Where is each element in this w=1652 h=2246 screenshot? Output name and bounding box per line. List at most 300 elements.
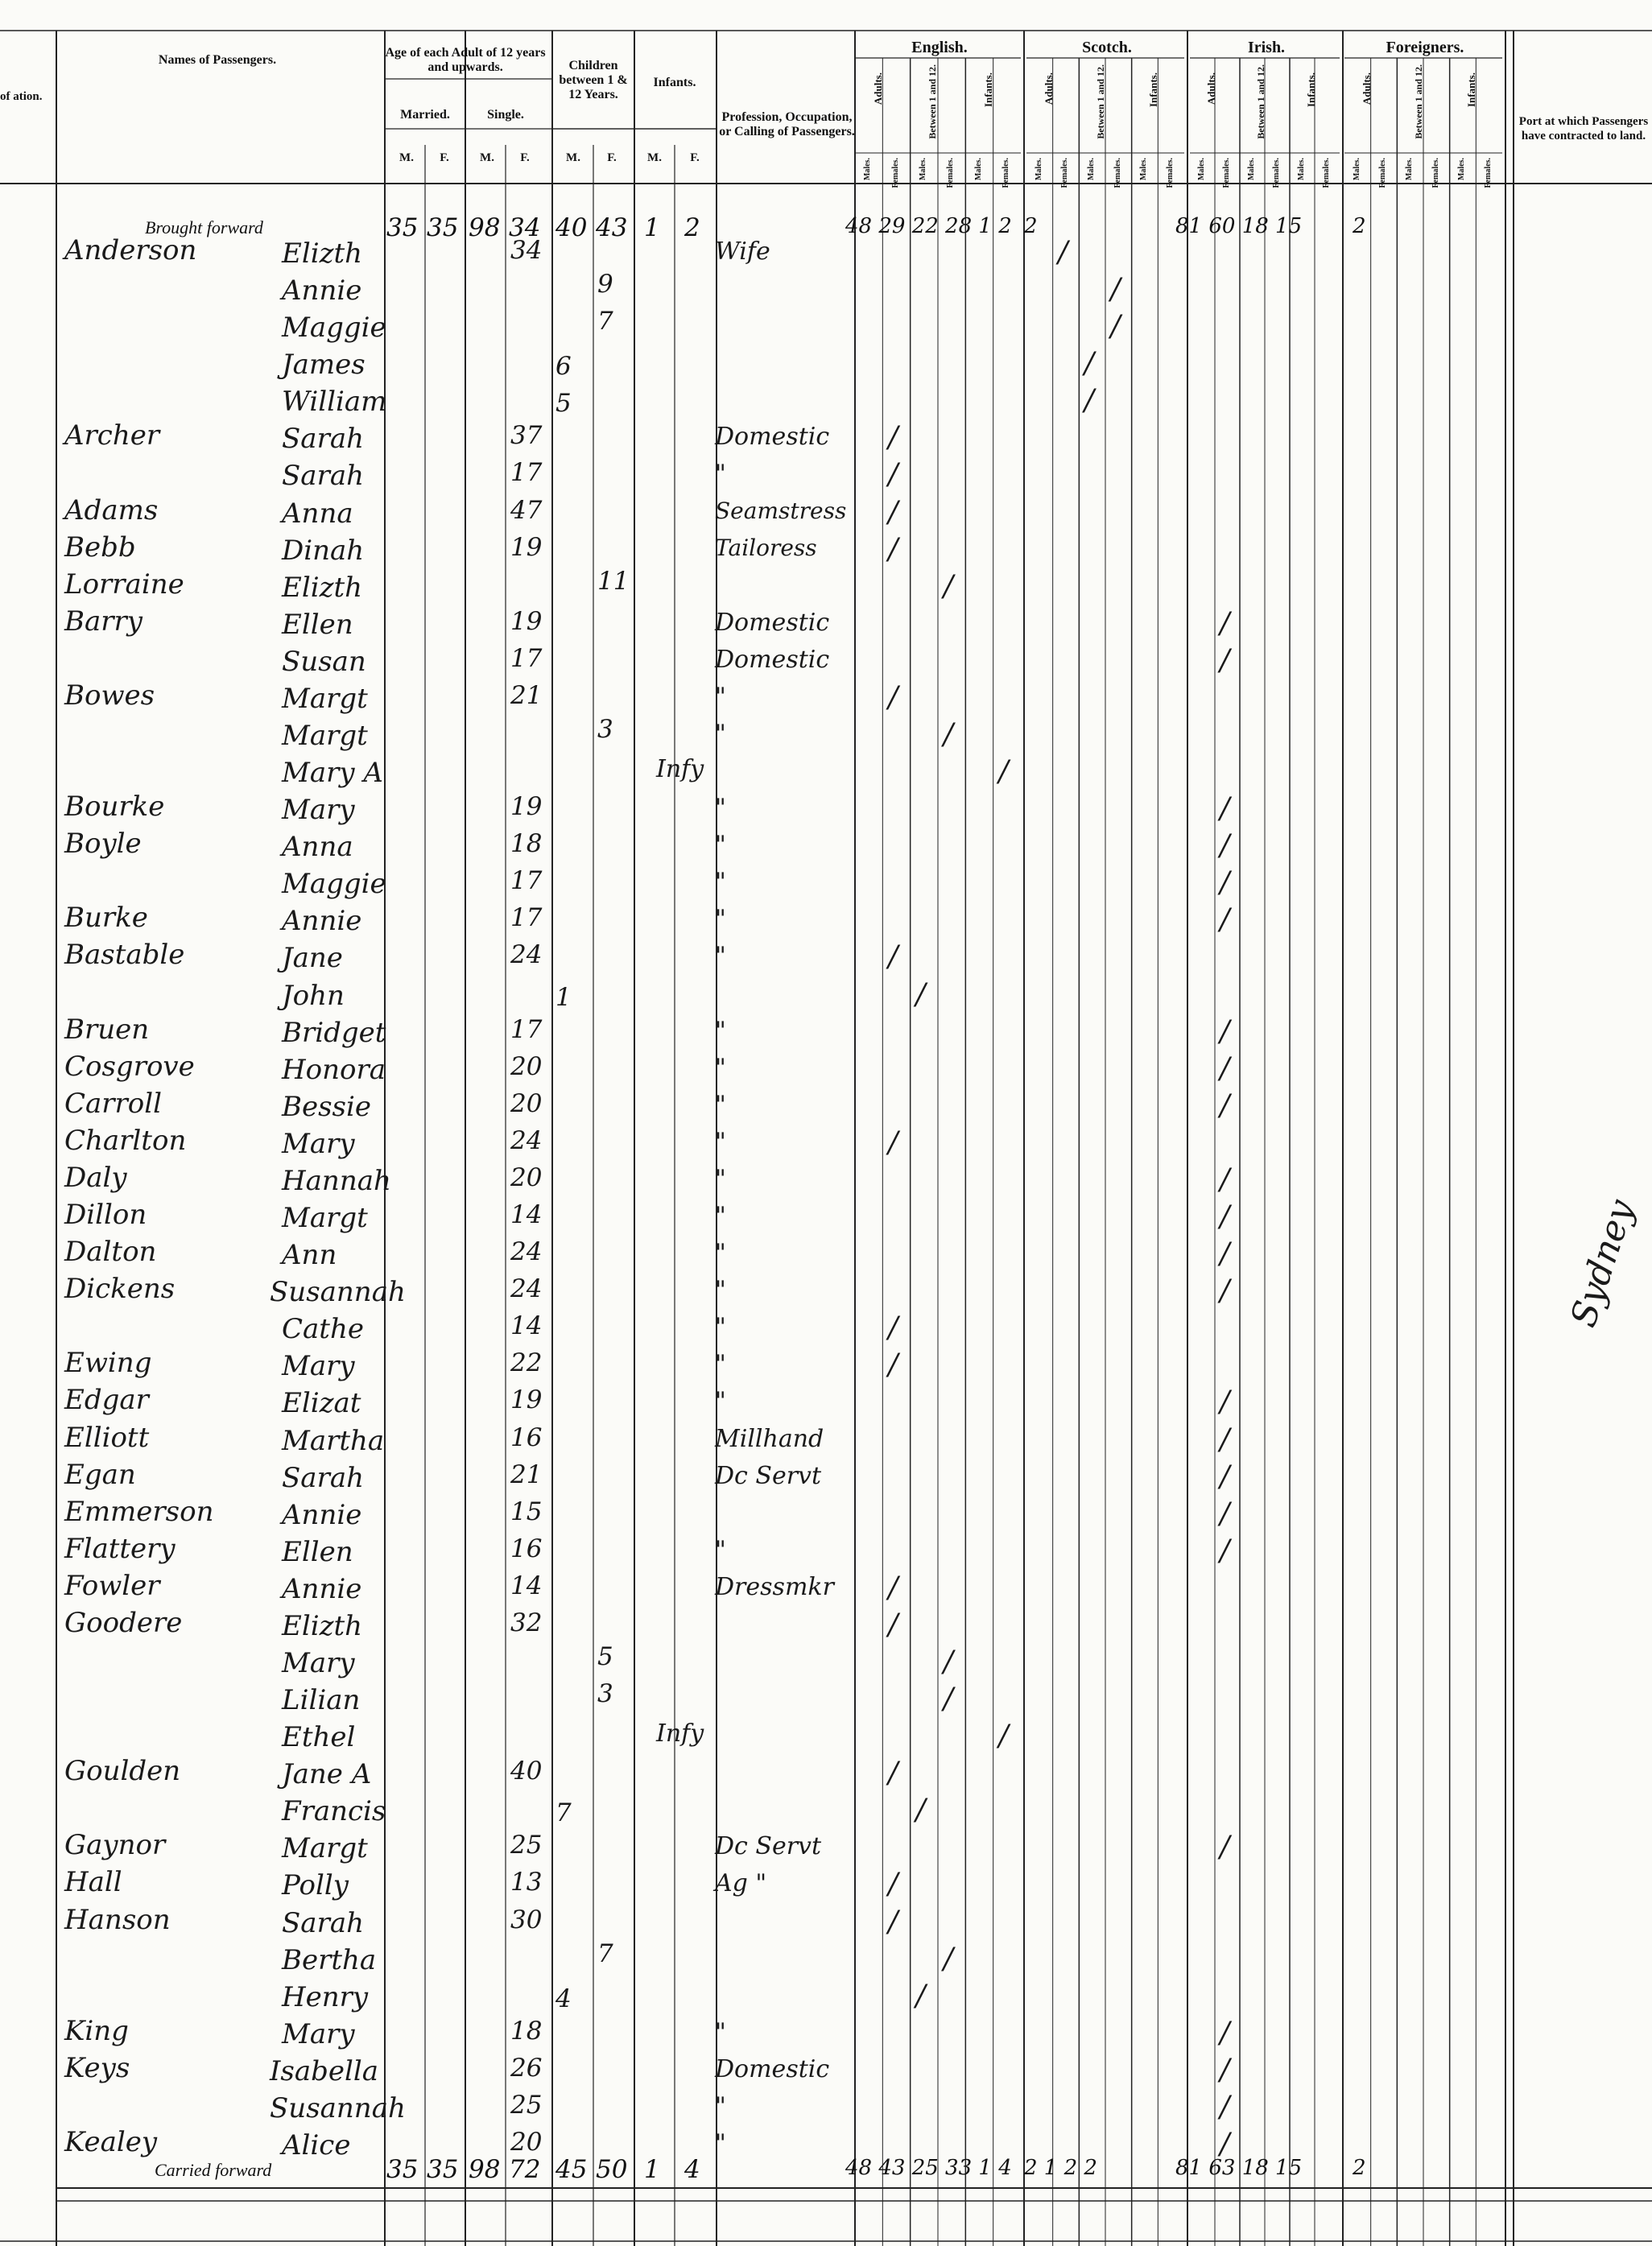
- sex-label: Males.: [1197, 158, 1207, 181]
- sex-label: Females.: [1222, 158, 1232, 188]
- given-name: Ann: [282, 1239, 337, 1272]
- given-name: Maggie: [282, 312, 386, 345]
- profession: ": [715, 1053, 726, 1082]
- subgroup-label: Infants.: [1465, 72, 1478, 107]
- surname: Goulden: [64, 1755, 181, 1788]
- carried-forward-infants-f: 4: [684, 2155, 700, 2184]
- tally-mark: /: [888, 1868, 898, 1901]
- group-scotch: Scotch.: [1082, 39, 1132, 56]
- profession: ": [715, 1535, 726, 1564]
- single-f-age: 17: [510, 903, 543, 933]
- surname: Carroll: [64, 1087, 163, 1120]
- infant-mark: Infy: [656, 1720, 704, 1748]
- tally-mark: /: [915, 1979, 926, 2013]
- tally-mark: /: [1220, 2016, 1230, 2050]
- given-name: John: [282, 979, 345, 1012]
- sex-label: Females.: [890, 158, 900, 188]
- given-name: Bertha: [282, 1943, 377, 1976]
- sex-label: Females.: [1322, 158, 1332, 188]
- surname: Bastable: [64, 939, 185, 972]
- surname: Cosgrove: [64, 1050, 195, 1083]
- sex-label: Females.: [1113, 158, 1122, 188]
- given-name: Sarah: [282, 460, 364, 493]
- surname: Hall: [64, 1866, 122, 1899]
- children-f-age: 5: [597, 1641, 613, 1671]
- single-m-label: M.: [480, 151, 494, 164]
- single-f-age: 17: [510, 1014, 543, 1044]
- names-column-header: Names of Passengers.: [158, 53, 277, 67]
- brought-forward-irish: 81 60 18 15: [1175, 214, 1303, 238]
- tally-mark: /: [1220, 1497, 1230, 1530]
- subgroup-label: Adults.: [871, 72, 884, 105]
- given-name: Susan: [282, 645, 366, 678]
- brought-forward-foreigners: 2: [1353, 214, 1366, 238]
- given-name: Honora: [282, 1053, 386, 1086]
- children-f-age: 11: [597, 566, 630, 596]
- single-f-age: 30: [510, 1905, 543, 1934]
- profession: ": [715, 2091, 726, 2120]
- carried-forward-infants-m: 1: [644, 2155, 660, 2184]
- single-f-age: 16: [510, 1534, 543, 1563]
- profession: ": [715, 905, 726, 934]
- tally-mark: /: [998, 755, 1009, 789]
- given-name: Annie: [282, 905, 362, 938]
- brought-forward-scotch: 2: [1024, 214, 1038, 238]
- given-name: Mary: [282, 1350, 355, 1383]
- given-name: William: [282, 386, 387, 419]
- single-f-age: 20: [510, 1088, 543, 1118]
- tally-mark: /: [1220, 1274, 1230, 1308]
- surname: Burke: [64, 902, 148, 935]
- single-f-age: 18: [510, 829, 543, 859]
- surname: Keys: [64, 2051, 130, 2084]
- surname: Fowler: [64, 1569, 160, 1602]
- given-name: Mary: [282, 1127, 355, 1160]
- tally-mark: /: [888, 1571, 898, 1604]
- surname: Bruen: [64, 1013, 150, 1046]
- tally-mark: /: [888, 1757, 898, 1790]
- profession: ": [715, 1164, 726, 1193]
- surname: King: [64, 2014, 129, 2047]
- tally-mark: /: [943, 569, 953, 603]
- tally-mark: /: [1110, 310, 1121, 344]
- surname: Goodere: [64, 1606, 183, 1639]
- carried-forward-label: Carried forward: [155, 2160, 272, 2180]
- given-name: Ellen: [282, 1535, 353, 1568]
- children-m-age: 4: [555, 1984, 572, 2013]
- subgroup-label: Between 1 and 12.: [1094, 64, 1106, 139]
- given-name: Elizth: [282, 237, 363, 270]
- group-irish: Irish.: [1247, 39, 1286, 56]
- tally-mark: /: [1220, 1831, 1230, 1864]
- given-name: Mary A: [282, 757, 383, 790]
- profession: ": [715, 1276, 726, 1305]
- tally-mark: /: [1084, 347, 1094, 381]
- single-f-age: 16: [510, 1422, 543, 1452]
- children-f-age: 3: [597, 715, 613, 745]
- single-f-age: 17: [510, 643, 543, 673]
- single-f-age: 20: [510, 1051, 543, 1081]
- married-header: Married.: [400, 108, 450, 122]
- given-name: Mary: [282, 1646, 355, 1679]
- single-f-age: 24: [510, 1125, 543, 1155]
- tally-mark: /: [888, 532, 898, 566]
- single-f-age: 24: [510, 940, 543, 970]
- given-name: Annie: [282, 1572, 362, 1605]
- port-header: Port at which Passengers have contracted to land.: [1518, 115, 1649, 142]
- profession: ": [715, 1127, 726, 1156]
- surname: Dalton: [64, 1236, 157, 1269]
- tally-mark: /: [1084, 384, 1094, 418]
- profession: ": [715, 1350, 726, 1379]
- subgroup-label: Adults.: [1204, 72, 1217, 105]
- profession: Tailoress: [715, 534, 817, 561]
- sex-label: Males.: [1297, 158, 1307, 181]
- children-f-age: 7: [597, 307, 613, 336]
- single-f-age: 17: [510, 866, 543, 896]
- single-f-age: 47: [510, 495, 543, 525]
- children-header: Children between 1 & 12 Years.: [559, 59, 628, 101]
- given-name: Francis: [282, 1795, 386, 1828]
- surname: Hanson: [64, 1903, 171, 1936]
- single-f-age: 26: [510, 2053, 543, 2083]
- tally-mark: /: [888, 1905, 898, 1938]
- subgroup-label: Between 1 and 12.: [1412, 64, 1424, 139]
- sex-label: Females.: [946, 158, 956, 188]
- tally-mark: /: [943, 1645, 953, 1678]
- children-f-age: 3: [597, 1679, 613, 1709]
- tally-mark: /: [888, 680, 898, 714]
- surname: Emmerson: [64, 1495, 214, 1528]
- age-header: Age of each Adult of 12 years and upwards.: [385, 46, 546, 74]
- married-f-label: F.: [440, 151, 449, 164]
- tally-mark: /: [1220, 1051, 1230, 1085]
- sex-label: Females.: [1378, 158, 1388, 188]
- carried-forward-children-f: 50: [596, 2155, 628, 2184]
- children-m-label: M.: [566, 151, 580, 164]
- group-english: English.: [911, 39, 968, 56]
- profession: ": [715, 1016, 726, 1045]
- subgroup-label: Adults.: [1360, 72, 1373, 105]
- sex-label: Males.: [863, 158, 873, 181]
- single-f-age: 22: [510, 1348, 543, 1378]
- profession: ": [715, 2017, 726, 2046]
- subgroup-label: Adults.: [1042, 72, 1055, 105]
- profession: Domestic: [715, 645, 830, 674]
- profession: ": [715, 942, 726, 971]
- tally-mark: /: [1220, 1459, 1230, 1493]
- sex-label: Males.: [1139, 158, 1149, 181]
- children-m-age: 7: [555, 1798, 572, 1828]
- children-f-label: F.: [607, 151, 617, 164]
- sex-label: Males.: [1352, 158, 1361, 181]
- given-name: Annie: [282, 275, 362, 308]
- profession: ": [715, 831, 726, 860]
- given-name: Elizth: [282, 571, 363, 604]
- given-name: Ethel: [282, 1721, 356, 1754]
- surname: Kealey: [64, 2126, 158, 2158]
- profession: Dc Servt: [715, 1461, 822, 1490]
- surname: Gaynor: [64, 1829, 166, 1862]
- given-name: Maggie: [282, 868, 386, 901]
- subgroup-label: Between 1 and 12.: [1254, 64, 1266, 139]
- tally-mark: /: [915, 977, 926, 1011]
- single-f-age: 19: [510, 792, 543, 822]
- infants-header: Infants.: [653, 76, 696, 89]
- children-m-age: 5: [555, 389, 572, 419]
- given-name: Margt: [282, 720, 368, 753]
- single-header: Single.: [487, 108, 524, 122]
- sex-label: Females.: [1001, 158, 1010, 188]
- carried-forward-children-m: 45: [555, 2155, 588, 2184]
- profession: Wife: [715, 237, 770, 266]
- given-name: Annie: [282, 1498, 362, 1531]
- profession: ": [715, 1202, 726, 1231]
- single-f-age: 24: [510, 1274, 543, 1304]
- brought-forward-children-m: 40: [555, 213, 588, 242]
- tally-mark: /: [1220, 1534, 1230, 1567]
- single-f-age: 21: [510, 680, 543, 710]
- brought-forward-married-f: 35: [427, 213, 459, 242]
- profession: ": [715, 868, 726, 897]
- brought-forward-infants-f: 2: [684, 213, 700, 242]
- sex-label: Males.: [1405, 158, 1415, 181]
- tally-mark: /: [943, 1682, 953, 1716]
- single-f-label: F.: [520, 151, 530, 164]
- sex-label: Males.: [918, 158, 927, 181]
- single-f-age: 18: [510, 2016, 543, 2046]
- single-f-age: 37: [510, 421, 543, 451]
- brought-forward-single-f: 34: [509, 213, 541, 242]
- single-f-age: 15: [510, 1497, 543, 1526]
- sex-label: Males.: [1457, 158, 1467, 181]
- tally-mark: /: [1058, 236, 1068, 269]
- tally-mark: /: [1220, 903, 1230, 937]
- tally-mark: /: [1220, 2090, 1230, 2124]
- tally-mark: /: [943, 718, 953, 752]
- children-f-age: 9: [597, 270, 613, 299]
- given-name: Henry: [282, 1980, 369, 2013]
- tally-mark: /: [888, 940, 898, 974]
- single-f-age: 14: [510, 1200, 543, 1230]
- tally-mark: /: [888, 495, 898, 529]
- given-name: Jane: [282, 942, 343, 975]
- tally-mark: /: [1220, 1385, 1230, 1419]
- single-f-age: 25: [510, 1831, 543, 1860]
- surname: Dillon: [64, 1199, 147, 1232]
- carried-forward-single-f: 72: [509, 2155, 541, 2184]
- profession-header: Profession, Occupation, or Calling of Passengers.: [719, 110, 855, 138]
- profession: ": [715, 720, 726, 749]
- brought-forward-english: 48 29 22 28 1 2: [845, 214, 1012, 238]
- given-name: Elizth: [282, 1609, 363, 1642]
- tally-mark: /: [1220, 1237, 1230, 1271]
- surname: Bourke: [64, 791, 165, 824]
- infant-mark: Infy: [656, 755, 704, 784]
- surname: Edgar: [64, 1384, 149, 1417]
- single-f-age: 32: [510, 1608, 543, 1637]
- sex-label: Females.: [1431, 158, 1440, 188]
- tally-mark: /: [888, 1125, 898, 1159]
- sex-label: Females.: [1272, 158, 1282, 188]
- carried-forward-married-m: 35: [386, 2155, 419, 2184]
- tally-mark: /: [888, 1348, 898, 1382]
- profession: Millhand: [715, 1424, 824, 1453]
- given-name: Mary: [282, 2017, 355, 2050]
- surname: Anderson: [64, 234, 197, 266]
- subgroup-label: Infants.: [981, 72, 994, 107]
- surname: Ewing: [64, 1347, 152, 1380]
- single-f-age: 25: [510, 2090, 543, 2120]
- profession: Ag ": [715, 1869, 767, 1898]
- given-name: Anna: [282, 497, 353, 530]
- profession: ": [715, 1387, 726, 1416]
- tally-mark: /: [888, 458, 898, 492]
- profession: Domestic: [715, 423, 830, 452]
- surname: Elliott: [64, 1421, 150, 1454]
- brought-forward-single-m: 98: [469, 213, 501, 242]
- profession: ": [715, 1313, 726, 1342]
- surname: Dickens: [64, 1273, 176, 1306]
- profession: Dc Servt: [715, 1832, 822, 1861]
- sex-label: Males.: [973, 158, 983, 181]
- given-name: Alice: [282, 2129, 351, 2161]
- surname: Adams: [64, 493, 159, 526]
- brought-forward-children-f: 43: [596, 213, 628, 242]
- tally-mark: /: [1220, 829, 1230, 863]
- brought-forward-label: Brought forward: [145, 217, 263, 237]
- single-f-age: 21: [510, 1459, 543, 1489]
- sex-label: Females.: [1166, 158, 1175, 188]
- single-f-age: 19: [510, 606, 543, 636]
- tally-mark: /: [888, 1608, 898, 1641]
- subgroup-label: Infants.: [1304, 72, 1317, 107]
- sex-label: Males.: [1087, 158, 1097, 181]
- profession: Domestic: [715, 2054, 830, 2083]
- tally-mark: /: [1220, 606, 1230, 640]
- profession: ": [715, 460, 726, 489]
- infants-m-label: M.: [647, 151, 662, 164]
- surname: Bebb: [64, 531, 136, 564]
- surname: Barry: [64, 605, 142, 638]
- tally-mark: /: [1220, 2053, 1230, 2087]
- subgroup-label: Between 1 and 12.: [927, 64, 939, 139]
- given-name: Isabella: [270, 2054, 379, 2087]
- given-name: Susannah: [270, 2091, 406, 2124]
- children-m-age: 1: [555, 982, 572, 1012]
- place-column-header: of ation.: [0, 90, 43, 103]
- tally-mark: /: [1220, 1088, 1230, 1122]
- carried-forward-scotch: 2 1 2 2: [1024, 2156, 1097, 2180]
- tally-mark: /: [888, 1311, 898, 1345]
- given-name: Martha: [282, 1424, 385, 1457]
- given-name: Sarah: [282, 1461, 364, 1494]
- tally-mark: /: [998, 1720, 1009, 1753]
- tally-mark: /: [1220, 792, 1230, 826]
- single-f-age: 19: [510, 1385, 543, 1415]
- given-name: Margt: [282, 1202, 368, 1235]
- single-f-age: 14: [510, 1311, 543, 1341]
- single-f-age: 24: [510, 1237, 543, 1267]
- profession: Dressmkr: [715, 1572, 834, 1601]
- tally-mark: /: [888, 421, 898, 455]
- port-sydney: Sydney: [1563, 1195, 1642, 1332]
- profession: ": [715, 2129, 726, 2157]
- single-f-age: 40: [510, 1757, 543, 1786]
- given-name: Mary: [282, 794, 355, 827]
- given-name: Bridget: [282, 1016, 386, 1049]
- single-f-age: 34: [510, 236, 543, 265]
- surname: Lorraine: [64, 568, 184, 601]
- sex-label: Males.: [1247, 158, 1257, 181]
- tally-mark: /: [1220, 1200, 1230, 1234]
- given-name: Sarah: [282, 423, 364, 456]
- single-f-age: 17: [510, 458, 543, 488]
- carried-forward-english: 48 43 25 33 1 4: [845, 2156, 1012, 2180]
- married-m-label: M.: [399, 151, 414, 164]
- tally-mark: /: [1220, 1162, 1230, 1196]
- given-name: Margt: [282, 682, 368, 715]
- carried-forward-foreigners: 2: [1353, 2156, 1366, 2180]
- carried-forward-irish: 81 63 18 15: [1175, 2156, 1303, 2180]
- given-name: Hannah: [282, 1164, 391, 1197]
- given-name: Anna: [282, 831, 353, 864]
- infants-f-label: F.: [690, 151, 700, 164]
- tally-mark: /: [1220, 2128, 1230, 2161]
- given-name: Lilian: [282, 1684, 361, 1717]
- given-name: Margt: [282, 1832, 368, 1865]
- tally-mark: /: [1220, 643, 1230, 677]
- subgroup-label: Infants.: [1147, 72, 1160, 107]
- carried-forward-single-m: 98: [469, 2155, 501, 2184]
- profession: Seamstress: [715, 497, 847, 524]
- single-f-age: 20: [510, 2128, 543, 2157]
- profession: ": [715, 1239, 726, 1268]
- sex-label: Males.: [1034, 158, 1043, 181]
- brought-forward-infants-m: 1: [644, 213, 660, 242]
- given-name: James: [282, 349, 366, 382]
- given-name: Cathe: [282, 1313, 364, 1346]
- surname: Bowes: [64, 679, 155, 712]
- tally-mark: /: [1220, 866, 1230, 900]
- profession: Domestic: [715, 608, 830, 637]
- given-name: Polly: [282, 1869, 349, 1902]
- surname: Charlton: [64, 1124, 187, 1157]
- carried-forward-married-f: 35: [427, 2155, 459, 2184]
- tally-mark: /: [1220, 1014, 1230, 1048]
- brought-forward-married-m: 35: [386, 213, 419, 242]
- surname: Archer: [64, 419, 160, 452]
- single-f-age: 13: [510, 1868, 543, 1897]
- single-f-age: 19: [510, 532, 543, 562]
- profession: ": [715, 682, 726, 711]
- surname: Daly: [64, 1161, 127, 1194]
- sex-label: Females.: [1484, 158, 1493, 188]
- profession: ": [715, 794, 726, 823]
- given-name: Sarah: [282, 1906, 364, 1939]
- group-foreigners: Foreigners.: [1386, 39, 1464, 56]
- given-name: Elizat: [282, 1387, 361, 1420]
- given-name: Jane A: [282, 1758, 372, 1791]
- given-name: Ellen: [282, 608, 353, 641]
- tally-mark: /: [943, 1942, 953, 1976]
- tally-mark: /: [915, 1794, 926, 1827]
- children-f-age: 7: [597, 1938, 613, 1968]
- sex-label: Females.: [1060, 158, 1070, 188]
- given-name: Dinah: [282, 534, 365, 567]
- profession: ": [715, 1090, 726, 1119]
- single-f-age: 20: [510, 1162, 543, 1192]
